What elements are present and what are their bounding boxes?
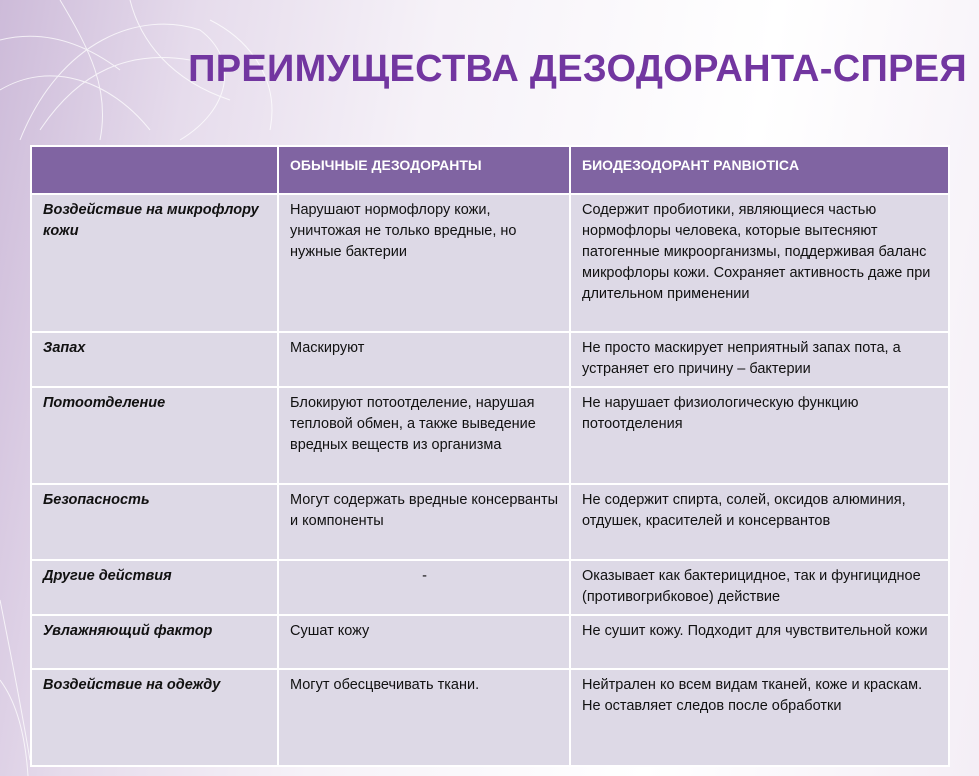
- regular-cell: -: [278, 560, 570, 615]
- panbiotica-cell: Оказывает как бактерицидное, так и фунгицидное (противогрибковое) действие: [570, 560, 949, 615]
- panbiotica-cell: Не просто маскирует неприятный запах пота, а устраняет его причину – бактерии: [570, 332, 949, 387]
- panbiotica-cell: Не нарушает физиологическую функцию потоотделения: [570, 387, 949, 484]
- row-label: Воздействие на микрофлору кожи: [31, 194, 278, 332]
- regular-cell: Блокируют потоотделение, нарушая тепловой обмен, а также выведение вредных веществ из организма: [278, 387, 570, 484]
- comparison-table: [30, 145, 950, 767]
- header-empty: [31, 146, 278, 194]
- row-label: Воздействие на одежду: [31, 669, 278, 766]
- regular-cell: Маскируют: [278, 332, 570, 387]
- panbiotica-cell: Нейтрален ко всем видам тканей, коже и краскам. Не оставляет следов после обработки: [570, 669, 949, 766]
- header-row: [31, 146, 949, 194]
- panbiotica-cell: Не содержит спирта, солей, оксидов алюминия, отдушек, красителей и консервантов: [570, 484, 949, 560]
- row-label: Другие действия: [31, 560, 278, 615]
- table-row: [31, 560, 949, 615]
- table-row: [31, 387, 949, 484]
- regular-cell: Нарушают нормофлору кожи, уничтожая не только вредные, но нужные бактерии: [278, 194, 570, 332]
- table-row: [31, 615, 949, 669]
- regular-cell: Сушат кожу: [278, 615, 570, 669]
- table-row: [31, 669, 949, 766]
- header-panbiotica: БИОДЕЗОДОРАНТ PANBIOTICA: [570, 146, 949, 194]
- regular-cell: Могут обесцвечивать ткани.: [278, 669, 570, 766]
- page-title: ПРЕИМУЩЕСТВА ДЕЗОДОРАНТА-СПРЕЯ: [188, 48, 967, 90]
- header-regular-deodorants: ОБЫЧНЫЕ ДЕЗОДОРАНТЫ: [278, 146, 570, 194]
- table-row: [31, 194, 949, 332]
- row-label: Запах: [31, 332, 278, 387]
- row-label: Потоотделение: [31, 387, 278, 484]
- row-label: Увлажняющий фактор: [31, 615, 278, 669]
- table-row: [31, 332, 949, 387]
- panbiotica-cell: Не сушит кожу. Подходит для чувствительной кожи: [570, 615, 949, 669]
- panbiotica-cell: Содержит пробиотики, являющиеся частью нормофлоры человека, которые вытесняют патогенные микроорганизмы, поддерживая баланс микрофлоры кожи. Сохраняет активность даже при длительном применении: [570, 194, 949, 332]
- row-label: Безопасность: [31, 484, 278, 560]
- table-row: [31, 484, 949, 560]
- regular-cell: Могут содержать вредные консерванты и компоненты: [278, 484, 570, 560]
